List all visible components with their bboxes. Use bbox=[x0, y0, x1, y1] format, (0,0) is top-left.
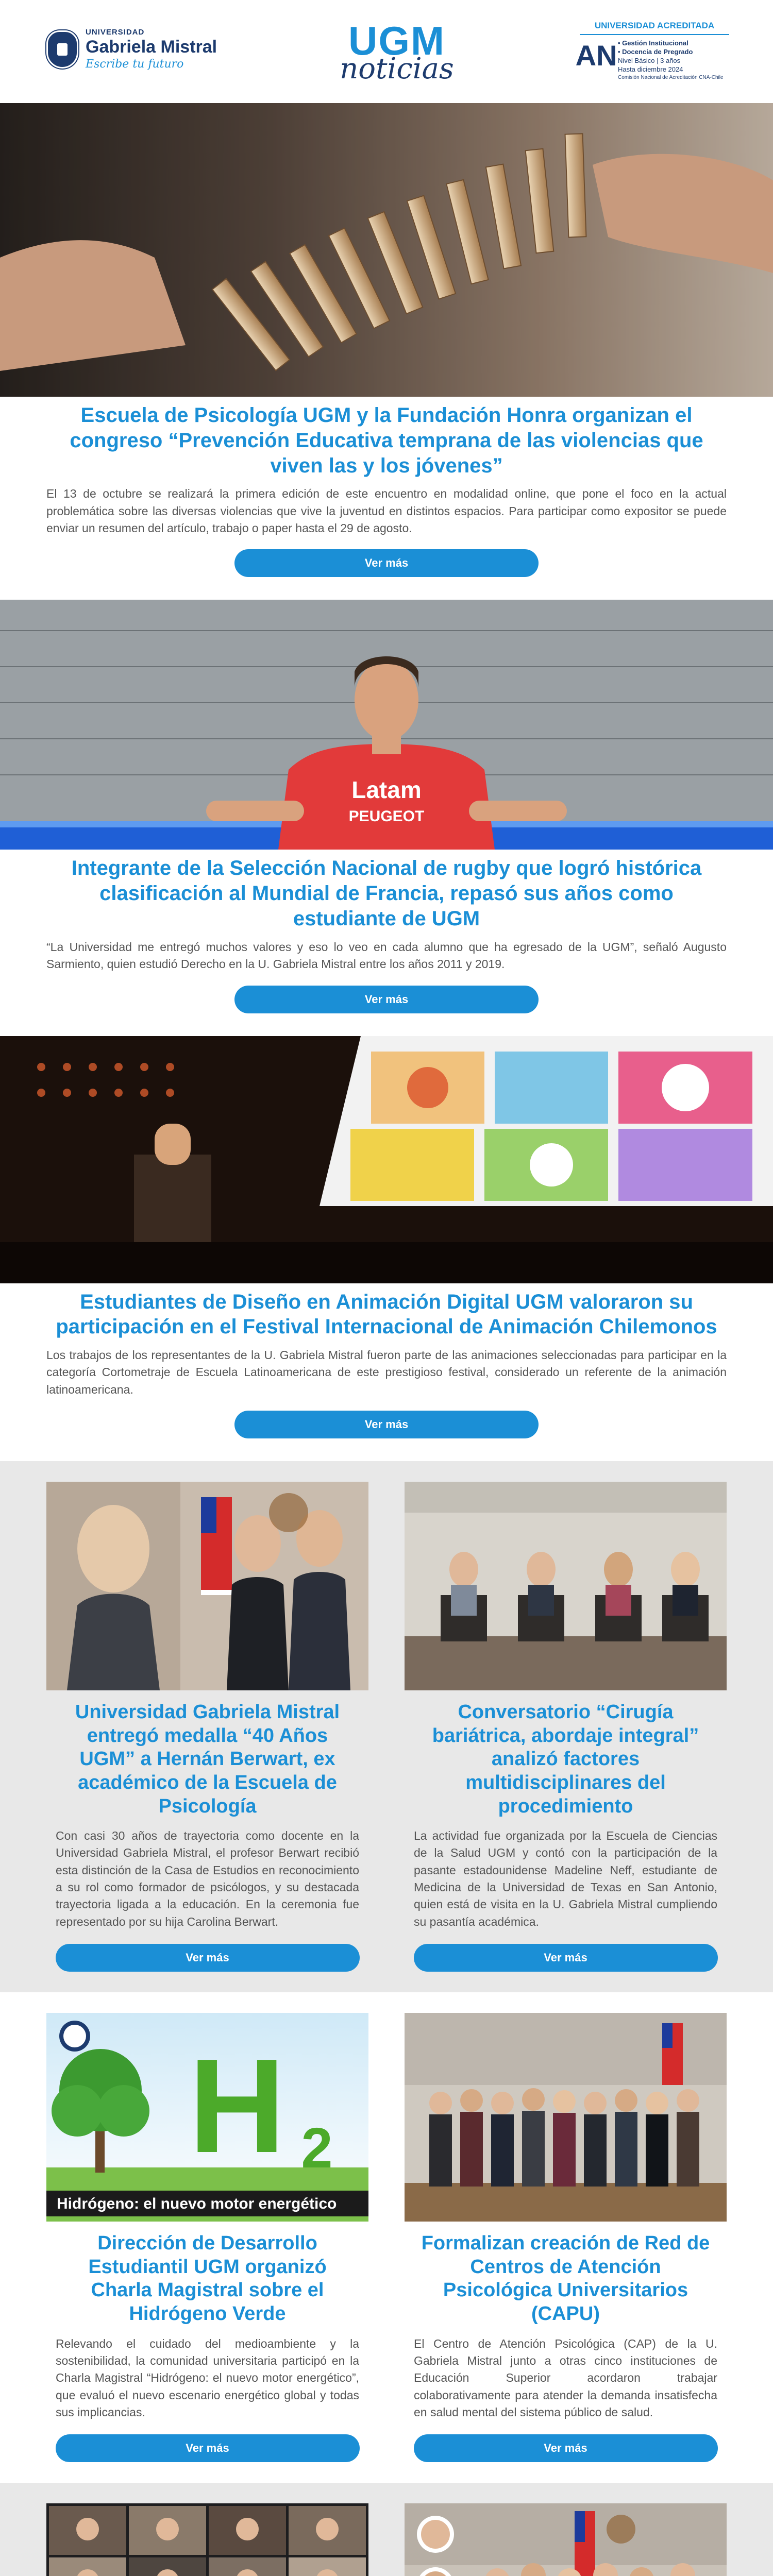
feature-summary: Los trabajos de los representantes de la U. Gabriela Mistral fueron parte de las animaciones seleccionadas para participar en la categoría Cortometraje de Escuela Latinoamericana de este prestigioso festival, considerado un referente de la animación latinoamericana. bbox=[46, 1348, 727, 1396]
news-card-hidrogeno bbox=[46, 2013, 368, 2462]
news-card-title[interactable]: Conversatorio “Cirugía bariátrica, abordaje integral” analizó factores multidisciplinares del procedimiento bbox=[432, 1701, 699, 1817]
news-card-summary: La actividad fue organizada por la Escuela de Ciencias de la Salud UGM y contó con la participación de la pasante estadounidense Madeline Neff, estudiante de Medicina de la Universidad de Texas en San Antonio, quien está de visita en la U. Gabriela Mistral cumpliendo su pasantía académica. bbox=[414, 1829, 717, 1928]
university-logo[interactable] bbox=[46, 28, 217, 70]
accreditation-line: Nivel Básico | 3 años bbox=[618, 56, 681, 64]
accreditation-title: UNIVERSIDAD ACREDITADA bbox=[580, 21, 729, 35]
header bbox=[0, 0, 773, 103]
news-card-capu bbox=[405, 2013, 727, 2462]
feature-title[interactable]: Escuela de Psicología UGM y la Fundación Honra organizan el congreso “Prevención Educativa temprana de las violencias que viven las y los jóvenes” bbox=[70, 404, 703, 477]
news-image-hidrogeno[interactable] bbox=[46, 2013, 368, 2222]
feature-story-rugby bbox=[0, 600, 773, 1036]
ver-mas-button[interactable]: Ver más bbox=[234, 549, 539, 577]
newsletter-masthead bbox=[299, 18, 495, 86]
news-image-medal-ceremony[interactable] bbox=[46, 1482, 368, 1690]
ver-mas-button[interactable]: Ver más bbox=[234, 1411, 539, 1438]
rugby-player-illustration bbox=[0, 600, 773, 850]
ver-mas-button[interactable]: Ver más bbox=[414, 2434, 718, 2462]
feature-summary: El 13 de octubre se realizará la primera edición de este encuentro en modalidad online, que pone el foco en la actual problemática sobre las diversas violencias que vive la juventud en distintos espacios. Para participar como expositor se puede enviar un resumen del artículo, trabajo o paper hasta el 29 de agosto. bbox=[46, 487, 727, 535]
news-image-conversatorio[interactable] bbox=[405, 1482, 727, 1690]
accreditation-badge bbox=[575, 21, 729, 81]
feature-story-psicologia bbox=[0, 103, 773, 600]
hidrogeno-caption: Hidrógeno: el nuevo motor energético bbox=[57, 2195, 337, 2213]
feature-title[interactable]: Integrante de la Selección Nacional de rugby que logró histórica clasificación al Mundial de Francia, repasó sus años como estudiante de UGM bbox=[71, 857, 702, 930]
accreditation-line: • Gestión Institucional bbox=[618, 39, 688, 47]
ver-mas-button[interactable]: Ver más bbox=[234, 986, 539, 1013]
news-image-video-call[interactable] bbox=[46, 2503, 368, 2576]
ver-mas-button[interactable]: Ver más bbox=[56, 2434, 360, 2462]
brand-tagline: Escribe tu futuro bbox=[86, 58, 184, 71]
ver-mas-button[interactable]: Ver más bbox=[414, 1944, 718, 1972]
news-grid-row-2 bbox=[0, 1992, 773, 2483]
news-image-capu-group[interactable] bbox=[405, 2013, 727, 2222]
cna-logo-icon: AN bbox=[575, 39, 617, 72]
news-card-summary: El Centro de Atención Psicológica (CAP) de la U. Gabriela Mistral junto a otras cinco instituciones de Educación Superior acordaron trabajar colaborativamente para atender la demanda insatisfecha en salud mental del sistema público de salud. bbox=[414, 2336, 717, 2419]
ver-mas-button[interactable]: Ver más bbox=[56, 1944, 360, 1972]
news-card-equidad-genero bbox=[405, 2503, 727, 2576]
accreditation-line: Hasta diciembre 2024 bbox=[618, 65, 683, 73]
accreditation-line: Comisión Nacional de Acreditación CNA-Chile bbox=[618, 74, 724, 80]
dominoes-illustration bbox=[0, 103, 773, 397]
news-grid-row-3 bbox=[0, 2483, 773, 2576]
news-card-title[interactable]: Formalizan creación de Red de Centros de Atención Psicológica Universitarios (CAPU) bbox=[421, 2232, 710, 2325]
news-card-cirugia bbox=[405, 1482, 727, 1972]
brand-name: Gabriela Mistral bbox=[86, 37, 217, 57]
news-card-summary: Relevando el cuidado del medioambiente y la sostenibilidad, la comunidad universitaria participó en la Charla Magistral “Hidrógeno: el nuevo motor energético”, que evaluó el nuevo escenario energético global y todas sus implicancias. bbox=[56, 2336, 359, 2419]
shirt-sponsor-text: PEUGEOT bbox=[348, 808, 425, 825]
university-seal-icon bbox=[46, 30, 78, 69]
news-card-title[interactable]: Dirección de Desarrollo Estudiantil UGM organizó Charla Magistral sobre el Hidrógeno Verde bbox=[88, 2232, 327, 2325]
news-card-humanidades bbox=[46, 2503, 368, 2576]
brand-small-label: UNIVERSIDAD bbox=[86, 28, 145, 37]
news-image-comite-group[interactable] bbox=[405, 2503, 727, 2576]
accreditation-line: • Docencia de Pregrado bbox=[618, 47, 693, 56]
h2-symbol-text: H bbox=[189, 2031, 285, 2181]
feature-image-festival[interactable] bbox=[0, 1036, 773, 1283]
masthead-ugm: UGM bbox=[348, 18, 445, 63]
feature-title[interactable]: Estudiantes de Diseño en Animación Digital UGM valoraron su participación en el Festival Internacional de Animación Chilemonos bbox=[56, 1290, 717, 1338]
news-card-berwart bbox=[46, 1482, 368, 1972]
masthead-noticias: noticias bbox=[340, 52, 454, 86]
news-card-summary: Con casi 30 años de trayectoria como docente en la Universidad Gabriela Mistral, el profesor Berwart recibió esta distinción de la Casa de Estudios en reconocimiento a su rol como formador de psicólogos, y su destacada trayectoria ligada a la educación. En la ceremonia fue representado por su hija Carolina Berwart. bbox=[56, 1829, 359, 1928]
news-card-title[interactable]: Universidad Gabriela Mistral entregó medalla “40 Años UGM” a Hernán Berwart, ex académico de la Escuela de Psicología bbox=[75, 1701, 340, 1817]
festival-stage-illustration bbox=[0, 1036, 773, 1283]
shirt-brand-text: Latam bbox=[351, 776, 422, 804]
feature-image-rugby-player[interactable] bbox=[0, 600, 773, 850]
feature-image-dominoes[interactable] bbox=[0, 103, 773, 397]
feature-summary: “La Universidad me entregó muchos valores y eso lo veo en cada alumno que ha egresado de la UGM”, señaló Augusto Sarmiento, quien estudió Derecho en la U. Gabriela Mistral entre los años 2011 y 2019. bbox=[46, 940, 727, 971]
news-grid-row-1 bbox=[0, 1461, 773, 1992]
feature-story-animacion bbox=[0, 1036, 773, 1462]
h2-subscript-text: 2 bbox=[301, 2116, 333, 2180]
